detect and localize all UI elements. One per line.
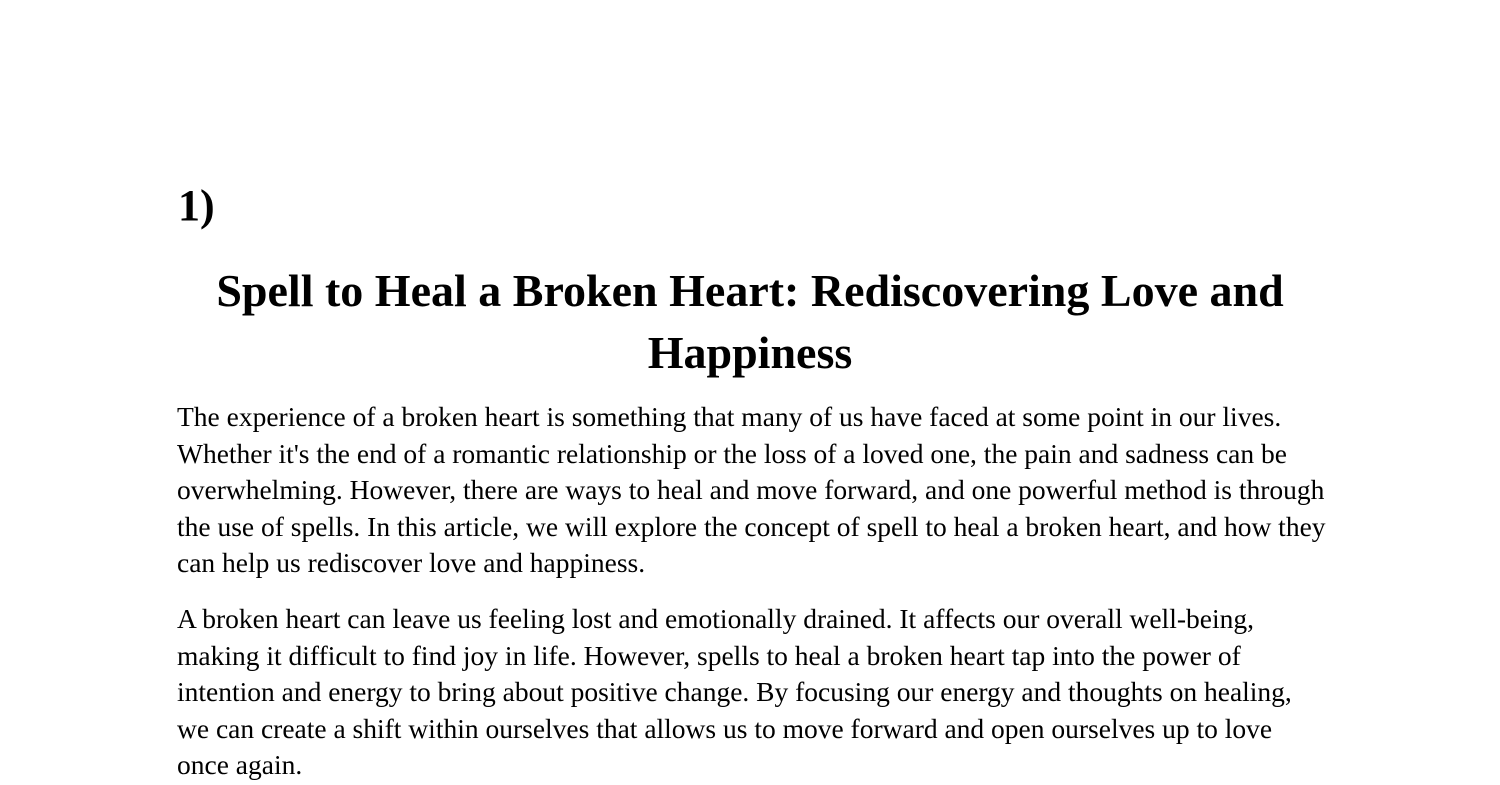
paragraph-1: The experience of a broken heart is something that many of us have faced at some point in our lives. Whether it's the end of a romantic relationship or the loss of a loved one, the pain and sadness can be overwhelming. However, there are ways to heal and move forward, and one powerful method is through the use of spells. In this article, we will explore the concept of spell to heal a broken heart, and how they can help us rediscover love and happiness. — [177, 401, 1326, 578]
paragraph-2: A broken heart can leave us feeling lost and emotionally drained. It affects our overall well-being, making it difficult to find joy in life. However, spells to heal a broken heart tap into the power of intention and energy to bring about positive change. By focusing our energy and thoughts on healing, we can create a shift within ourselves that allows us to move forward and open ourselves up to love once again. — [177, 603, 1292, 780]
section-number: 1) — [178, 181, 215, 230]
article-title: Spell to Heal a Broken Heart: Rediscovering Love and Happiness — [216, 265, 1284, 378]
